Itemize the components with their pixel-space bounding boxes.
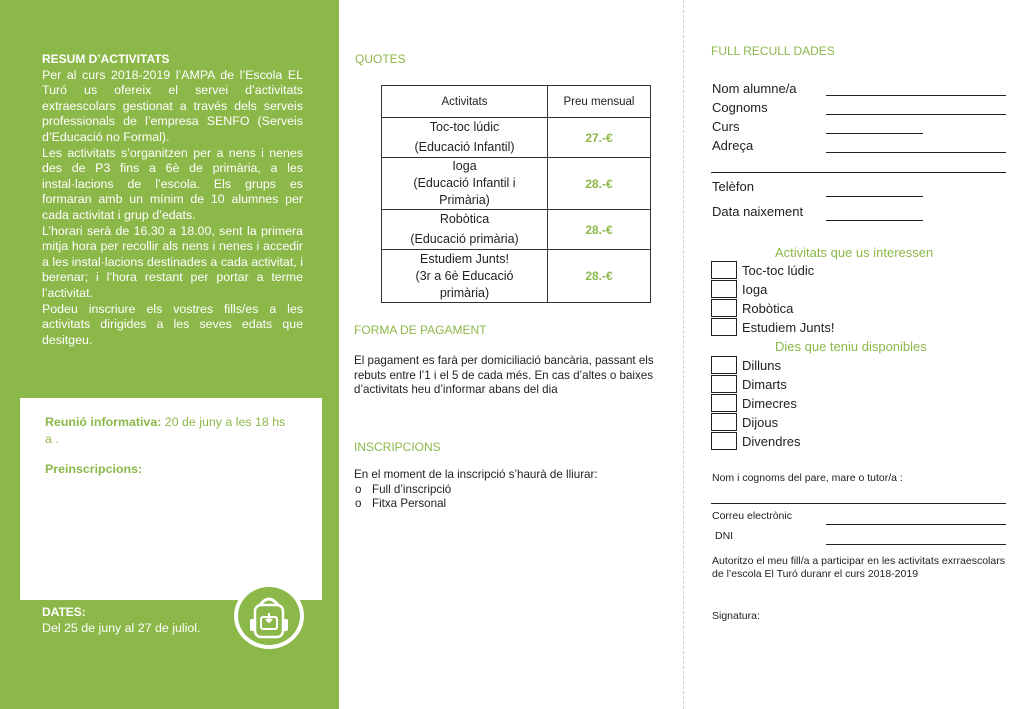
form-title: FULL RECULL DADES [711, 44, 835, 58]
fold-divider [683, 0, 684, 709]
dni-line[interactable] [826, 544, 1006, 545]
day-checkbox[interactable] [711, 413, 737, 431]
email-label: Correu electrònic [712, 510, 792, 522]
day-label: Divendres [742, 434, 801, 449]
table-header-row [382, 86, 651, 118]
field-label: Adreça [712, 138, 754, 153]
meeting-value: 20 de juny a les 18 hs a . [45, 415, 286, 446]
day-label: Dimecres [742, 396, 797, 411]
prices-table [381, 85, 651, 303]
summary-title: RESUM D’ACTIVITATS [42, 52, 170, 66]
registrations-section [354, 468, 662, 512]
table-header: Preu mensual [548, 86, 651, 118]
table-row [382, 158, 651, 210]
price-cell: 28.-€ [548, 158, 651, 210]
course-line[interactable] [826, 133, 923, 134]
day-label: Dimarts [742, 377, 787, 392]
email-line[interactable] [826, 524, 1006, 525]
dates-value: Del 25 de juny al 27 de juliol. [42, 621, 201, 635]
registrations-text: En el moment de la inscripció s’haurà de lliurar: [354, 468, 598, 481]
activity-label: Robòtica [742, 301, 794, 316]
days-title: Dies que teniu disponibles [775, 339, 927, 354]
field-label: Nom alumne/a [712, 81, 797, 96]
quotes-title: QUOTES [355, 52, 406, 66]
meeting-info [45, 414, 295, 447]
payment-text: El pagament es farà per domiciliació bancària, passant els rebuts entre l’1 i el 5 de cada més. En cas d’altes o baixes d’activitats heu d’informar abans del dia [354, 354, 654, 396]
summary-paragraph: Podeu inscriure els vostres fills/es a les activitats dirigides a les seves edats que desitgeu. [42, 301, 303, 347]
summary-paragraph: Per al curs 2018-2019 l’AMPA de l’Escola EL Turó us ofereix el servei d’activitats extraescolars gestionat a través dels serveis professionals de l’empresa SENFO (Serveis d’Educació no Formal). [42, 67, 303, 144]
price-cell: 27.-€ [548, 118, 651, 158]
day-checkbox[interactable] [711, 432, 737, 450]
registrations-title: INSCRIPCIONS [354, 440, 441, 454]
dates-section [42, 604, 200, 636]
activity-cell: Toc-toc lúdic (Educació Infantil) [382, 118, 548, 158]
activity-checkbox[interactable] [711, 318, 737, 336]
dates-title: DATES: [42, 605, 86, 619]
activity-label: Toc-toc lúdic [742, 263, 815, 278]
activity-cell: Robòtica (Educació primària) [382, 210, 548, 250]
address-line-2[interactable] [711, 172, 1006, 173]
list-item: o Full d’inscripció [354, 483, 662, 498]
activity-label: Estudiem Junts! [742, 320, 835, 335]
signature-label: Signatura: [712, 610, 760, 622]
activities-summary [42, 52, 303, 348]
day-checkbox[interactable] [711, 394, 737, 412]
preinscriptions-label: Preinscripcions: [45, 462, 143, 476]
registrations-list [354, 483, 662, 512]
day-checkbox[interactable] [711, 375, 737, 393]
summary-paragraph: L’horari serà de 16.30 a 18.00, sent la primera mitja hora per recollir als nens i nenes i accedir a les instal·lacions destinades a cada activitat, i berenar; i l’hora restant per portar a terme l’activitat. [42, 223, 303, 300]
activity-cell: Estudiem Junts! (3r a 6è Educació primària) [382, 250, 548, 303]
surname-line[interactable] [826, 114, 1006, 115]
backpack-icon [238, 587, 300, 645]
payment-title: FORMA DE PAGAMENT [354, 323, 487, 337]
day-checkbox[interactable] [711, 356, 737, 374]
field-label: Data naixement [712, 204, 804, 219]
birthdate-line[interactable] [826, 220, 923, 221]
parent-name-line[interactable] [711, 503, 1006, 504]
day-label: Dijous [742, 415, 779, 430]
table-row [382, 118, 651, 158]
table-row [382, 210, 651, 250]
activity-cell: Ioga (Educació Infantil i Primària) [382, 158, 548, 210]
address-line[interactable] [826, 152, 1006, 153]
day-label: Dilluns [742, 358, 782, 373]
parent-label: Nom i cognoms del pare, mare o tutor/a : [712, 472, 903, 484]
field-label: Cognoms [712, 100, 768, 115]
activity-label: Ioga [742, 282, 768, 297]
table-row [382, 250, 651, 303]
badge [234, 583, 304, 649]
summary-paragraph: Les activitats s’organitzen per a nens i nenes des de P3 fins a 6è de primària, a les instal·lacions de l’escola. Els grups es formaran amb un mínim de 10 alumnes per cada activitat i grup d’edats. [42, 145, 303, 222]
price-cell: 28.-€ [548, 250, 651, 303]
dni-label: DNI [715, 530, 734, 542]
price-cell: 28.-€ [548, 210, 651, 250]
phone-line[interactable] [826, 196, 923, 197]
authorization-text: Autoritzo el meu fill/a a participar en les activitats exrraescolars de l’escola El Turó duranr el curs 2018-2019 [712, 555, 1005, 580]
student-name-line[interactable] [826, 95, 1006, 96]
meeting-label: Reunió informativa: [45, 415, 162, 429]
activity-checkbox[interactable] [711, 261, 737, 279]
list-item: o Fitxa Personal [354, 497, 662, 512]
activities-title: Activitats que us interessen [775, 245, 934, 260]
activity-checkbox[interactable] [711, 280, 737, 298]
field-label: Curs [712, 119, 740, 134]
table-header: Activitats [382, 86, 548, 118]
activity-checkbox[interactable] [711, 299, 737, 317]
field-label: Telèfon [712, 179, 754, 194]
